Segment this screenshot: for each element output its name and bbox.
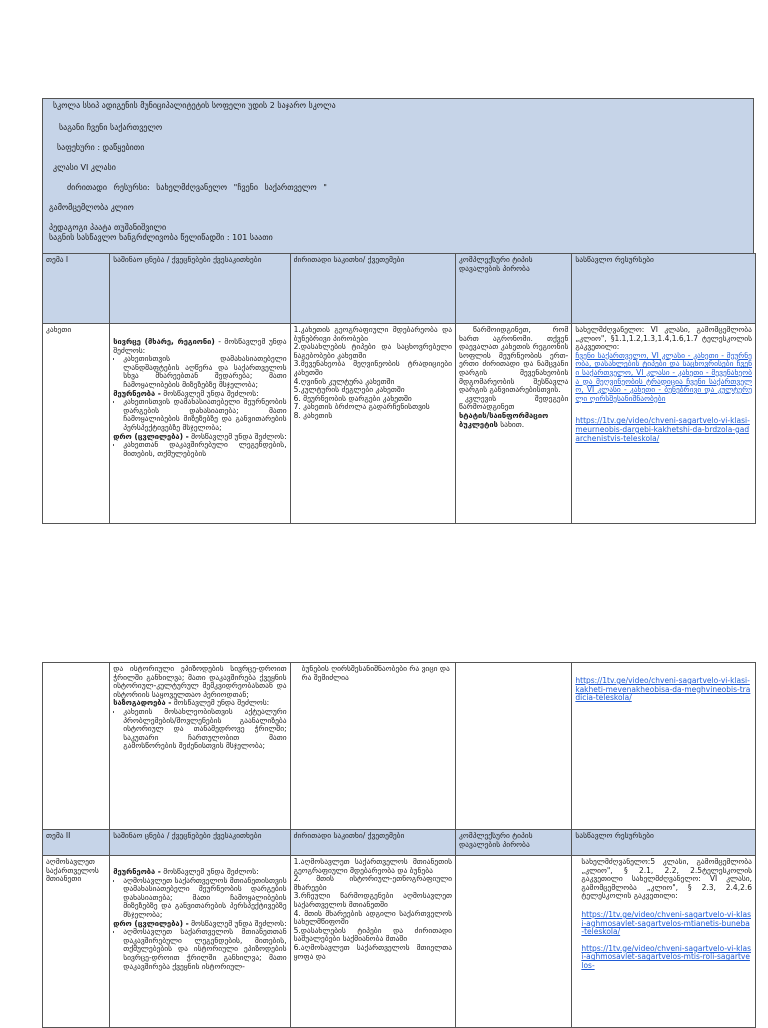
concept-text: მოსწავლემ უნდა შეძლოს: [188,918,287,928]
subject-name: საგანი ჩვენი საქართველო [59,123,163,132]
issues-cell [290,856,455,1028]
resource-link[interactable]: https://1tv.ge/video/chveni-sagartvelo-vi-klasi-aghmosavlet-sagartvelos-mtis-roli-sagartvelos- [581,943,752,970]
list-item: 5.დასახლების ტიპები და ძირითადი საშუალებები საქმიანობა მთაში [293,925,453,944]
concept-text: მოსწავლემ უნდა შეძლოს: [160,867,259,876]
concept-title: მეურნეობა - [113,388,161,398]
concept-title: სივრცე (მხარე, რეგიონი) [113,337,215,346]
concept-text: - მოსწავლემ უნდა შეძლოს: [113,337,287,355]
concept-cell [110,663,290,830]
list-item: 4. მთის მხარეების ადგილი საქართველოს სახელმწიფოში [293,908,453,927]
header-concept: საშინაო ცნება / ქვეცნებები ქვესაკითხები [110,254,290,324]
list-item: 6.აღმოსავლეთ საქართველოს მთიელთა ყოფა და [293,942,453,961]
concept-title: მეურნეობა - [113,867,161,876]
table-row [43,324,756,524]
concept-text: მოსწავლემ უნდა შეძლოს: [171,698,270,708]
concept-title: საზოგადოება - [113,698,172,708]
concept-text: და ისტორიული ეპიზოდების სივრცე-დროით ჭრილში განხილვა; მათი დაკავშირება ქვეყნის ისტორიულ-კულტურულ მემკვიდრეობასთან და ისტორიის საყოველთაო პერიოდთან; [113,665,287,699]
list-item: • აღმოსავლეთ საქართველოს მთიანეთთან დაკავშირებული ლეგენდების, მითების, თქმულებების და ისტორიული ეპიზოდების სივრცე-დროით ჭრილში განხილვა; მათი დაკავშირება ქვეყნის ისტორიულ- [123,928,286,971]
task-format: ხტატის/საინფორმაციო ბუკლეტის [459,410,549,429]
header-resources: სასწავლო რესურსები [572,254,756,324]
list-item: 2.დასახლების ტიპები და საცხოვრებელი ნაგებობები კახეთში [293,342,453,360]
grade-label: კლასი VI კლასი [53,163,116,172]
list-item: 4.ღვინის კულტურა კახეთში [293,376,395,386]
lesson-links[interactable]: ჩვენი საქართველო, VI კლასი - კახეთი - მეურნეობა, დასახლების ტიპები და საცხოვრისები ჩვენი საქართველო, VI კლასი - კახეთი - მევენახეობა და მეღვინეობის ტრადიცია ჩვენი საქართველო, VI კლასი - კახეთი - ბუნებრივი და კულტურული ღირსშესანიშნაობები [575,350,752,403]
resource-text: სახელმძღვანელო: VI კლასი, გამომცემლობა „კლიო", §1.1,1.2,1.3,1.4,1.6,1.7 ტელესკოლის გაკვეთილი: [575,326,752,352]
task-text: კვლევის შედეგები წარმოადგინეთ [459,393,569,412]
concept-title: დრო (ცვლილება) - [113,431,189,441]
task-text: სახით. [497,419,525,429]
resource-link[interactable]: https://1tv.ge/video/chveni-sagartvelo-vi-klasi-kakheti-mevenakheobisa-da-meghvineobis-tradicia-teleskola/ [575,676,751,703]
resource-link[interactable]: https://1tv.ge/video/chveni-sagartvelo-vi-klasi-aghmosavlet-sagartvelos-mtianetis-buneba-teleskola/ [581,909,752,937]
table-header-row [43,830,756,856]
list-item: • კახეთისთვის დამახასიათებელი ლანდშაფტების აღწერა და საქართველოს სხვა მხარეებთან შედარება; მათი ჩამოყალიბების მიზეზებზე მსჯელობა; [123,355,286,389]
task-cell [456,663,572,830]
list-item: 7. კახეთის ბრძოლა გადარჩენისთვის [293,402,430,412]
list-item: 8. კახეთის [293,410,333,420]
resources-cell [572,856,756,1028]
list-item: • კახეთისთვის დამახასიათებელი მეურნეობის დარგების დახასიათება; მათი ჩამოყალიბების მიზეზებზე და განვითარების პერსპექტივებზე მსჯელობა; [123,398,286,432]
concept-cell [110,856,290,1028]
header-topic: თემა II [43,830,110,856]
topic-cell [43,856,110,1028]
concept-text: მოსწავლემ უნდა შეძლოს: [188,431,287,441]
task-cell [456,324,572,524]
yearly-hours: საგნის სასწავლო ხანგრძლივობა წელიწადში : 101 საათი [49,233,273,242]
publisher: გამომცემლობა კლიო [49,203,134,212]
header-task: კომპლექსური ტიპის დავალების პირობა [456,830,572,856]
header-issue: ძირითადი საკითხი/ ქვეთემები [290,830,455,856]
header-issue: ძირითადი საკითხი/ ქვეთემები [290,254,455,324]
list-item: 1.აღმოსავლეთ საქართველოს მთიანეთის გეოგრაფიული მდებარეობა და ბუნება [293,858,453,875]
issues-cell [290,324,455,524]
issues-cell [290,663,455,830]
list-item: 2. მთის ისტორიულ-ეთნოგრაფიული მხარეები [293,874,453,892]
topic-cell [43,663,110,830]
school-name: სკოლა სსიპ ადიგენის მუნიციპალიტეტის სოფელი უდის 2 საჯარო სკოლა [53,101,336,110]
topic-cell [43,324,110,524]
list-item: • კახეთის მოსახლეობისთვის აქტუალური პრობლემების/მოვლენების გაანალიზება ისტორიულ და თანამედროვე ჭრილში; საკუთარი ჩართულობით მათი გამოსწორების შეძენისთვის მსჯელობა; [123,708,286,751]
resources-cell [572,663,756,830]
task-cell [456,856,572,1028]
list-item: 3.მევენახეობა მეღვინეობის ტრადიციები კახეთში [293,359,453,377]
curriculum-table-1 [42,253,756,524]
header-concept: საშინაო ცნება / ქვეცნებები ქვესაკითხები [110,830,290,856]
topic-name: აღმოსავლეთ საქართველოს მთიანეთი [46,858,99,884]
resources-cell [572,324,756,524]
concept-title: დრო (ცვლილება) - [113,918,189,928]
list-item: • აღმოსავლეთ საქართველოს მთიანეთისთვის დამახასიათებელი მეურნეობის დარგების დახასიათება; მათი ჩამოყალიბების მიზეზებზე და განვითარების პერსპექტივებზე მსჯელობა; [123,877,286,920]
concept-text: მოსწავლემ უნდა შეძლოს: [160,388,259,398]
education-level: საფეხური : დაწყებითი [57,143,145,152]
topic-name: კახეთი [46,326,72,334]
list-item: ბუნების ღირსშესანიშნაობები რა ვიცი და რა შემიძლია [301,665,450,682]
header-topic: თემა I [43,254,110,324]
table-row [43,856,756,1028]
list-item: 5.კულტურის ძეგლები კახეთში [293,385,405,395]
table-row [43,663,756,830]
list-item: 3.რჩეული წარმოდგენები აღმოსავლეთ საქართველოს მთიანეთში [293,891,453,909]
curriculum-table-2 [42,662,756,830]
concept-cell [110,324,290,524]
resource-text: სახელმძღვანელო:5 კლასი, გამომცემლობა „კლიო", § 2.1, 2.2, 2.5ტელესკოლის გაკვეთილი სახელმძღვანელო: VI კლასი, გამომცემლობა „კლიო", § 2.3, 2.4,2.6 ტელესკოლის გაკვეთილი: [581,858,752,901]
list-item: 6. მეურნეობის დარგები კახეთში [293,393,412,403]
table-header-row [43,254,756,324]
header-task: კომპლექსური ტიპის დავალების პირობა [456,254,572,324]
curriculum-table-3 [42,829,756,1028]
teacher-name: პედაგოგი პაატა თუშანიშვილი [49,223,167,232]
task-text: წარმოიდგინეთ, რომ ხართ აგრონომი. თქვენ დაევალათ კახეთის რეგიონის სოფლის მეურნეობის ერთ-ერთი ძირითადი და ნამცვანი დარგის მევენახეობის მდგომარეობის შესწავლა დარგის განვითარებისთვის. [459,326,569,395]
resource-link[interactable]: https://1tv.ge/video/chveni-sagartvelo-vi-klasi-meurneobis-dargebi-kakhetshi-da-brdzola-gadarchenistvis-teleskola/ [575,416,750,443]
list-item: 1.კახეთის გეოგრაფიული მდებარეობა და ბუნებრივი პირობები [293,326,453,343]
header-resources: სასწავლო რესურსები [572,830,756,856]
document-info-block [42,98,754,253]
main-resource: ძირითადი რესურსი: სახელმძღვანელო "ჩვენი საქართველო " [67,183,327,192]
list-item: • კახეთთან დაკავშირებული ლეგენდების, მითების, თქმულებების [123,441,286,458]
